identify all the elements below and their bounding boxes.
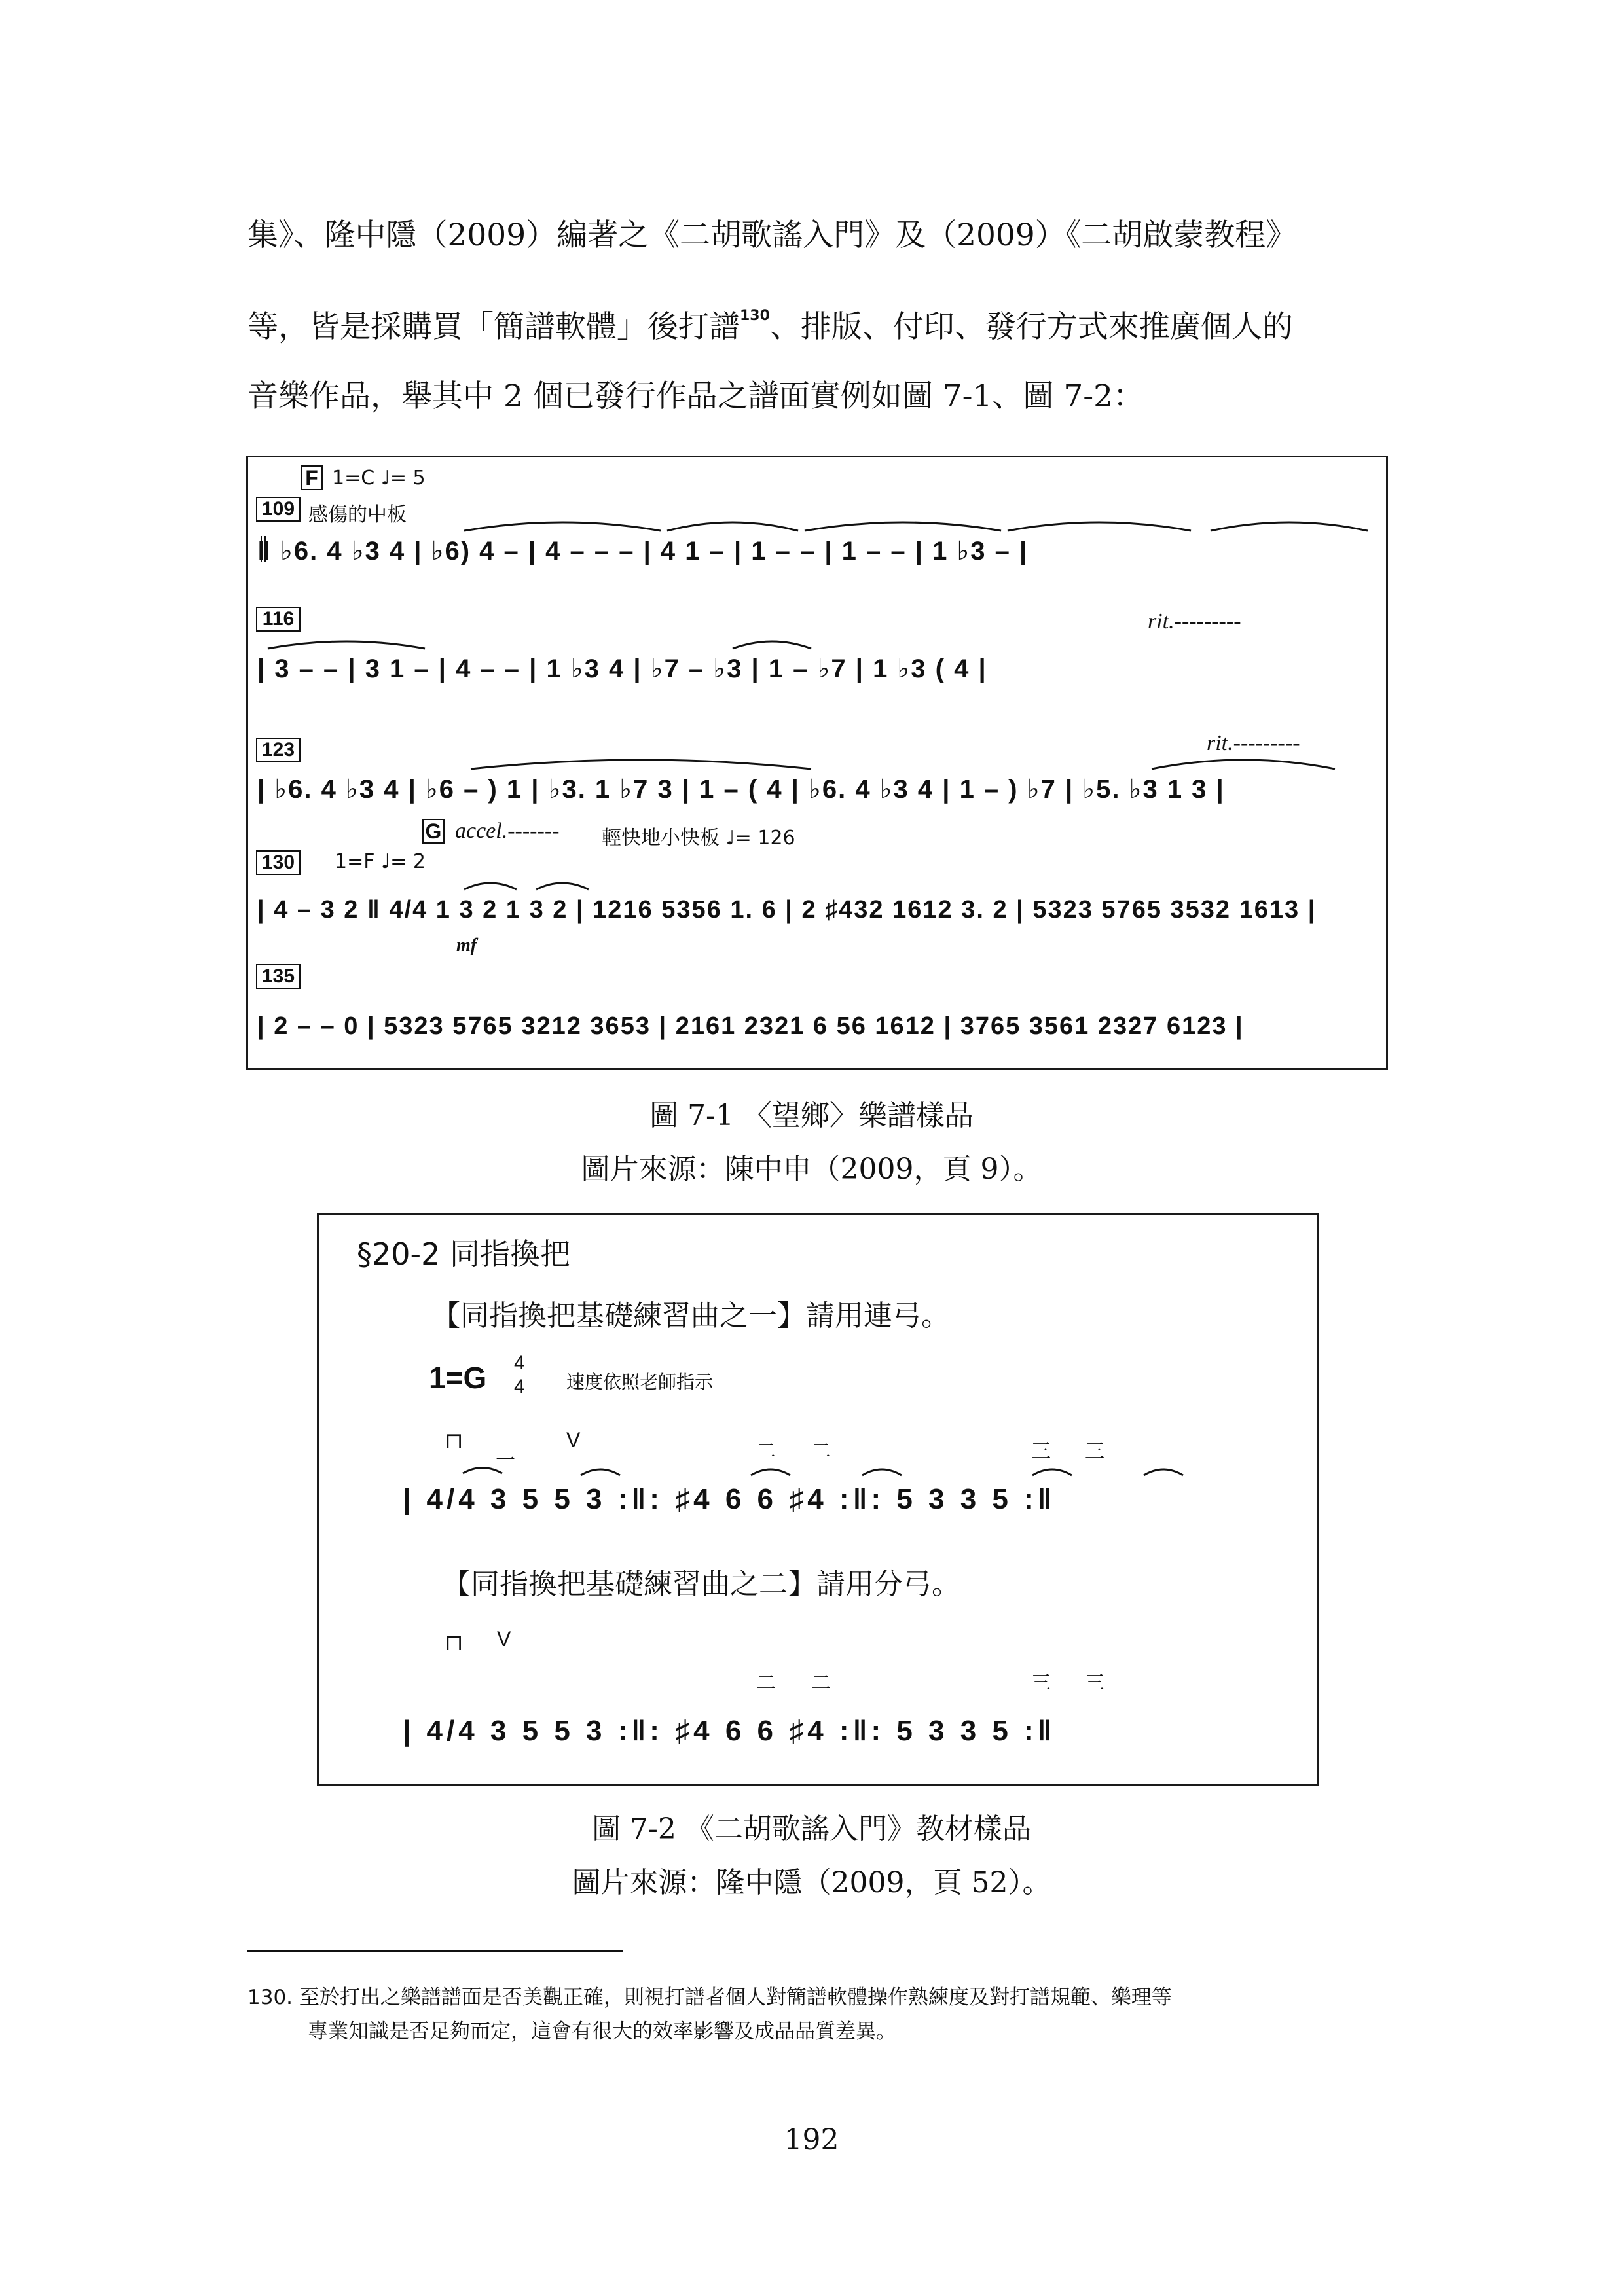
tempo-note: 速度依照老師指示 (566, 1371, 714, 1393)
rit-marking-1: rit.--------- (1148, 609, 1241, 634)
measure-number-130: 130 (256, 850, 301, 875)
score-line-4: | 4 – 3 2 ‖ 4/4 1 3 2 1 3 2 | 1216 5356 1. 6 | 2 ♯432 1612 3. 2 | 5323 5765 3532 1613 | (257, 896, 1317, 924)
tempo-text: 感傷的中板 (308, 503, 407, 526)
measure-number-109: 109 (256, 497, 301, 522)
finger-1-mark: 一 (496, 1449, 515, 1472)
body-line-2 (247, 298, 1387, 346)
bow-down-mark-2: ⊓ (445, 1630, 464, 1656)
figure-7-2-source: 圖片來源：隆中隱（2009，頁 52）。 (572, 1866, 1051, 1899)
figure-7-1 (246, 456, 1388, 1070)
footnote-ref[interactable]: 130 (740, 308, 770, 324)
finger-3-mark-c: 三 (1031, 1672, 1051, 1695)
score-line-3: | ♭6. 4 ♭3 4 | ♭6 – ) 1 | ♭3. 1 ♭7 3 | 1 – ( 4 | ♭6. 4 ♭3 4 | 1 – ) ♭7 | ♭5. ♭3 1 3 | (257, 775, 1225, 804)
bow-down-mark-1: ⊓ (445, 1428, 464, 1454)
page-number: 192 (784, 2123, 839, 2157)
measure-number-135: 135 (256, 964, 301, 989)
measure-number-116: 116 (256, 607, 301, 632)
body-line-1: 集》、隆中隱（2009）編著之《二胡歌謠入門》及（2009）《二胡啟蒙教程》 (247, 217, 1297, 253)
exercise-1-title: 【同指換把基礎練習曲之一】請用連弓。 (431, 1299, 950, 1333)
dynamic-marking: mf (456, 935, 477, 956)
figure-7-2-caption: 圖 7-2 《二胡歌謠入門》教材樣品 (592, 1812, 1031, 1846)
section-title: §20-2 同指換把 (357, 1236, 571, 1272)
staff-line-1: | 4/4 3 5 5 3 :‖: ♯4 6 6 ♯4 :‖: 5 3 3 5 :‖ (403, 1483, 1056, 1515)
fast-tempo-text: 輕快地小快板 ♩= 126 (602, 827, 795, 850)
rit-marking-2: rit.--------- (1207, 731, 1300, 755)
finger-3-mark-a: 三 (1031, 1440, 1051, 1463)
footnote-line-1: 130. 至於打出之樂譜譜面是否美觀正確，則視打譜者個人對簡譜軟體操作熟練度及對打譜規範、樂理等 (247, 1986, 1172, 2009)
measure-number-123: 123 (256, 738, 301, 762)
figure-7-1-source: 圖片來源：陳中申（2009，頁 9）。 (581, 1153, 1042, 1186)
finger-3-mark-b: 三 (1085, 1440, 1104, 1463)
score-line-1: ‖ ♭6. 4 ♭3 4 | ♭6) 4 – | 4 – – – | 4 1 – | 1 – – | 1 – – | 1 ♭3 – | (257, 537, 1029, 565)
body-line-3: 音樂作品，舉其中 2 個已發行作品之譜面實例如圖 7-1、圖 7-2： (247, 378, 1144, 414)
figure-7-2 (317, 1213, 1319, 1786)
key-change: 1=F ♩= 2 (335, 850, 426, 873)
accel-marking: accel.------- (455, 819, 560, 843)
finger-3-mark-d: 三 (1085, 1672, 1104, 1695)
rehearsal-mark-f: F (301, 465, 323, 490)
time-sig-top: 4 (514, 1352, 525, 1374)
bow-up-mark-2: V (497, 1627, 511, 1651)
score-line-5: | 2 – – 0 | 5323 5765 3212 3653 | 2161 2321 6 56 1612 | 3765 3561 2327 6123 | (257, 1013, 1244, 1040)
slur-marks (248, 457, 1386, 1068)
time-sig-bottom: 4 (514, 1376, 525, 1397)
key-signature: 1=G (429, 1361, 487, 1395)
finger-2-mark-d: 二 (811, 1672, 831, 1695)
footnote-line-2: 專業知識是否足夠而定，這會有很大的效率影響及成品品質差異。 (308, 2020, 896, 2043)
key-tempo: 1=C ♩= 5 (332, 467, 426, 490)
finger-2-mark-a: 二 (756, 1440, 776, 1463)
finger-2-mark-c: 二 (756, 1672, 776, 1695)
figure-2-slurs (319, 1215, 1317, 1784)
body-line-2-start: 等，皆是採購買「簡譜軟體」後打譜 (247, 309, 740, 345)
score-line-2: | 3 – – | 3 1 – | 4 – – | 1 ♭3 4 | ♭7 – ♭3 | 1 – ♭7 | 1 ♭3 ( 4 | (257, 655, 987, 683)
exercise-2-title: 【同指換把基礎練習曲之二】請用分弓。 (442, 1568, 960, 1601)
body-line-2-end: 、排版、付印、發行方式來推廣個人的 (769, 309, 1293, 345)
staff-line-2: | 4/4 3 5 5 3 :‖: ♯4 6 6 ♯4 :‖: 5 3 3 5 :‖ (403, 1715, 1056, 1747)
rehearsal-mark-g: G (422, 819, 445, 844)
figure-7-1-caption: 圖 7-1 〈望鄉〉樂譜樣品 (649, 1099, 974, 1132)
finger-2-mark-b: 二 (811, 1440, 831, 1463)
footnote-rule (247, 1950, 623, 1952)
bow-up-mark-1: V (566, 1428, 581, 1452)
